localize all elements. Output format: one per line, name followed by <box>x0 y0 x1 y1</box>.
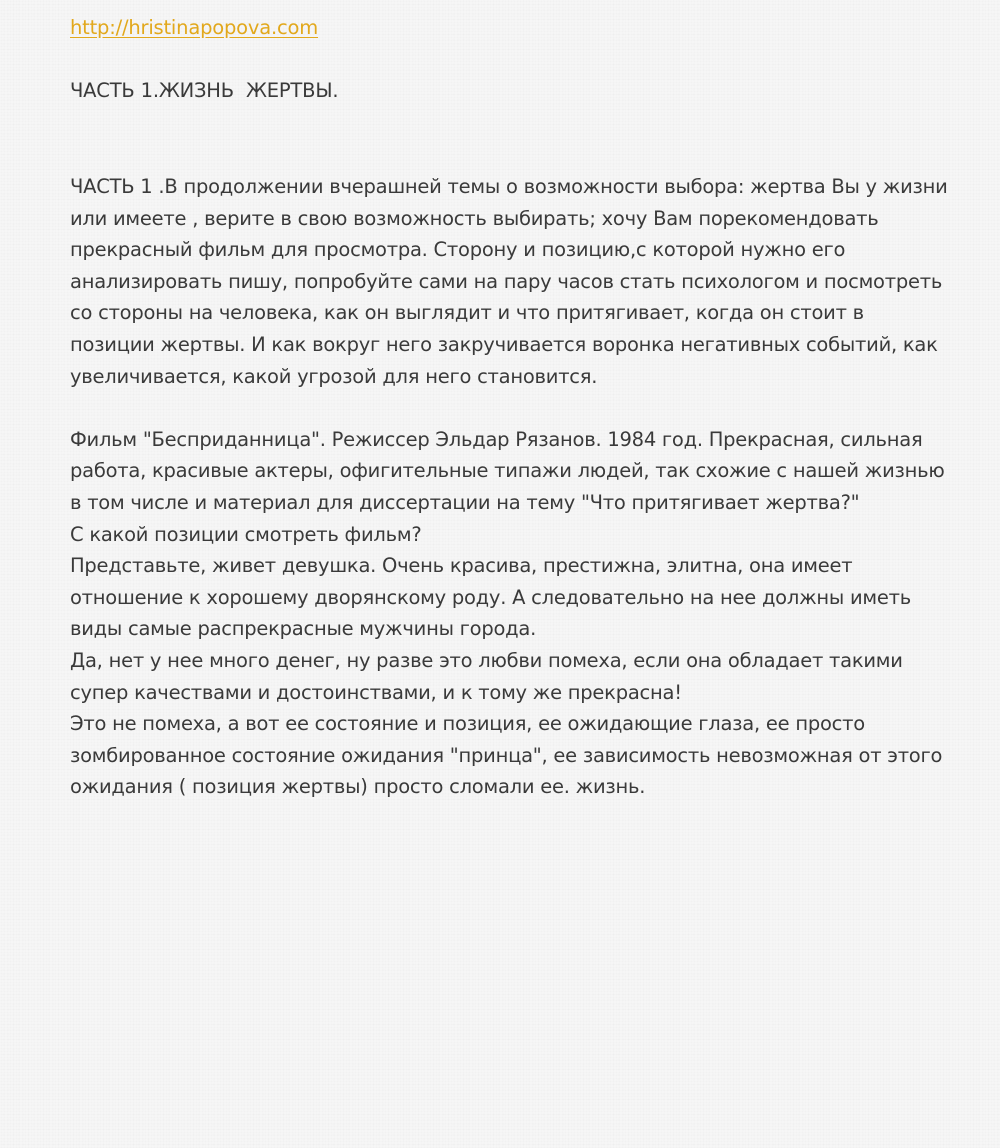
paragraph-gap <box>70 392 950 424</box>
conclusion-paragraph: Это не помеха, а вот ее состояние и позиция, ее ожидающие глаза, ее просто зомбированное состояние ожидания "принца", ее зависимость невозможная от этого ожидания ( позиция жертвы) просто сломали ее. жизнь. <box>70 712 943 799</box>
question-paragraph: С какой позиции смотреть фильм? <box>70 522 422 546</box>
document-page <box>70 14 950 803</box>
money-paragraph: Да, нет у нее много денег, ну разве это любви помеха, если она обладает такими супер качествами и достоинствами, и к тому же прекрасна! <box>70 648 903 704</box>
part-title: ЧАСТЬ 1.ЖИЗНЬ ЖЕРТВЫ. <box>70 79 339 102</box>
website-link[interactable]: http://hristinapopova.com <box>70 16 319 39</box>
article-body <box>70 171 950 803</box>
imagine-paragraph: Представьте, живет девушка. Очень красива, престижна, элитна, она имеет отношение к хорошему дворянскому роду. А следовательно на нее должны иметь виды самые распрекрасные мужчины города. <box>70 554 911 641</box>
film-paragraph: Фильм "Бесприданница". Режиссер Эльдар Рязанов. 1984 год. Прекрасная, сильная работа, красивые актеры, офигительные типажи людей, так схожие с нашей жизнью в том числе и материал для диссертации на тему "Что притягивает жертва?" <box>70 427 945 514</box>
intro-paragraph: ЧАСТЬ 1 .В продолжении вчерашней темы о возможности выбора: жертва Вы у жизни или имеете , верите в свою возможность выбирать; хочу Вам порекомендовать прекрасный фильм для просмотра. Сторону и позицию,с которой нужно его анализировать пишу, попробуйте сами на пару часов стать психологом и посмотреть со стороны на человека, как он выглядит и что притягивает, когда он стоит в позиции жертвы. И как вокруг него закручивается воронка негативных событий, как увеличивается, какой угрозой для него становится. <box>70 175 948 388</box>
